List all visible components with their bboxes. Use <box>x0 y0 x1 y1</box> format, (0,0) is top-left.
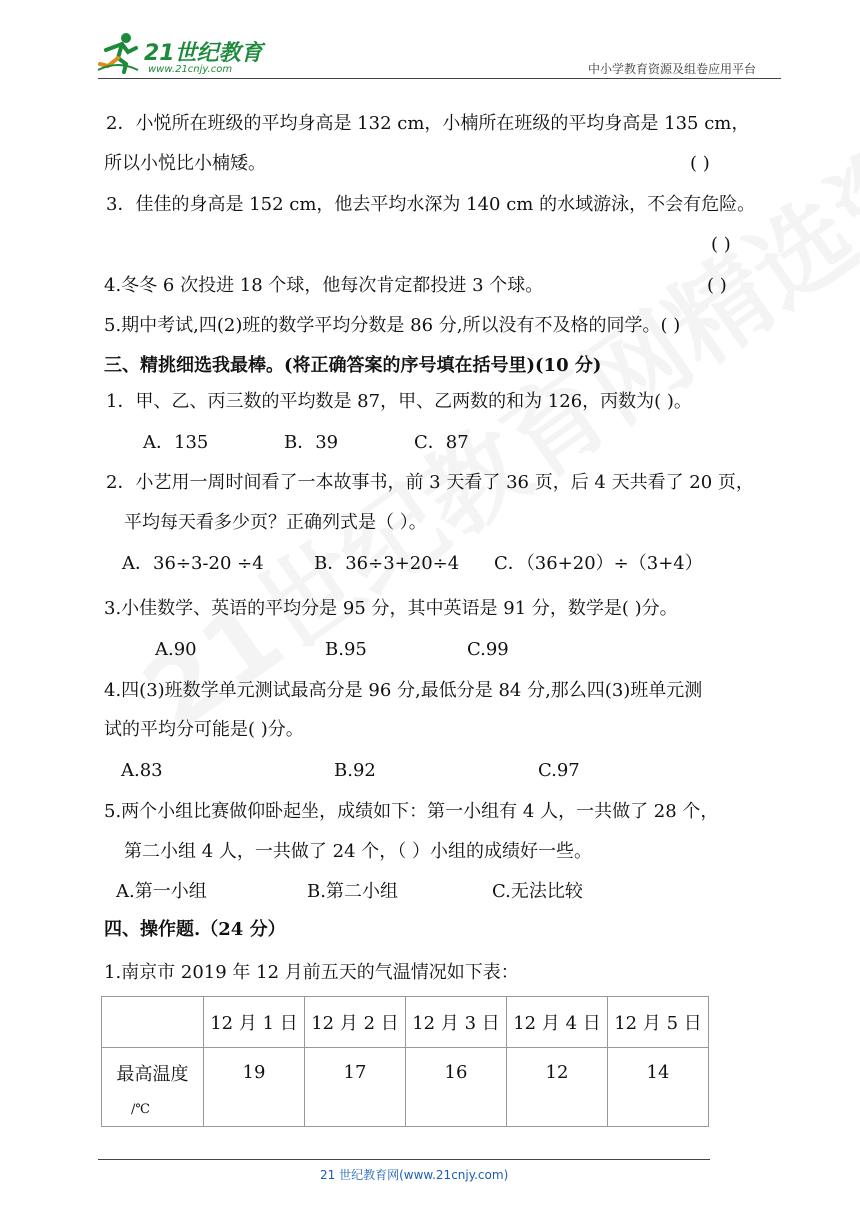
table-cell: 14 <box>608 1048 709 1127</box>
table-row <box>102 1048 709 1127</box>
table-header-cell: 12 月 2 日 <box>305 997 406 1048</box>
table-cell: 16 <box>406 1048 507 1127</box>
judge-q3-bracket: ( ) <box>711 234 731 255</box>
table-row-label-cell <box>102 1048 204 1127</box>
footer-link[interactable]: 21 世纪教育网(www.21cnjy.com) <box>320 1168 509 1182</box>
s3-q2-line1: 2．小艺用一周时间看了一本故事书，前 3 天看了 36 页，后 4 天共看了 20 页， <box>106 472 754 493</box>
table-row-unit: /℃ <box>131 1102 150 1117</box>
s3-q2-option-b: B．36÷3+20÷4 <box>314 553 460 574</box>
logo-text: 21世纪教育 <box>144 41 263 66</box>
table-header-cell: 12 月 5 日 <box>608 997 709 1048</box>
logo <box>96 30 266 76</box>
s3-q1-option-a: A．135 <box>143 432 209 453</box>
judge-q2-line2: 所以小悦比小楠矮。 <box>104 153 266 174</box>
s3-q1-option-c: C．87 <box>414 432 469 453</box>
temperature-table <box>101 996 709 1127</box>
table-header-cell: 12 月 3 日 <box>406 997 507 1048</box>
s3-q4-option-b: B.92 <box>334 760 376 781</box>
table-row-label: 最高温度 <box>116 1064 189 1085</box>
judge-q4-bracket: ( ) <box>707 275 727 296</box>
s3-q2-line2: 平均每天看多少页？正确列式是（ ）。 <box>124 512 427 533</box>
s3-q5-line2: 第二小组 4 人，一共做了 24 个，（ ）小组的成绩好一些。 <box>124 841 592 862</box>
s3-q3-option-a: A.90 <box>155 639 197 660</box>
s3-q3: 3.小佳数学、英语的平均分是 95 分，其中英语是 91 分，数学是( )分。 <box>104 598 678 619</box>
table-cell: 19 <box>204 1048 305 1127</box>
logo-url: www.21cnjy.com <box>148 64 233 75</box>
s3-q4-line1: 4.四(3)班数学单元测试最高分是 96 分,最低分是 84 分,那么四(3)班单元测 <box>104 680 703 701</box>
footer-divider <box>98 1159 710 1160</box>
s3-q5-option-a: A.第一小组 <box>116 881 207 902</box>
platform-name: 中小学教育资源及组卷应用平台 <box>588 62 757 76</box>
table-cell: 17 <box>305 1048 406 1127</box>
s3-q2-option-c: C．（36+20）÷（3+4） <box>494 553 703 574</box>
table-cell: 12 <box>507 1048 608 1127</box>
s4-q1: 1.南京市 2019 年 12 月前五天的气温情况如下表： <box>104 962 519 983</box>
runner-logo-icon <box>96 30 140 74</box>
section4-title: 四、操作题.（24 分） <box>104 919 286 940</box>
s3-q1: 1．甲、乙、丙三数的平均数是 87，甲、乙两数的和为 126，丙数为( )。 <box>106 391 692 412</box>
table-corner-cell <box>102 997 204 1048</box>
judge-q5: 5.期中考试,四(2)班的数学平均分数是 86 分,所以没有不及格的同学。( ) <box>104 315 681 336</box>
table-header-row <box>102 997 709 1048</box>
s3-q4-option-a: A.83 <box>121 760 163 781</box>
s3-q3-option-b: B.95 <box>325 639 367 660</box>
table-header-cell: 12 月 1 日 <box>204 997 305 1048</box>
s3-q4-option-c: C.97 <box>538 760 580 781</box>
table-header-cell: 12 月 4 日 <box>507 997 608 1048</box>
judge-q4: 4.冬冬 6 次投进 18 个球，他每次肯定都投进 3 个球。 <box>104 275 544 296</box>
judge-q2-line1: 2．小悦所在班级的平均身高是 132 cm，小楠所在班级的平均身高是 135 cm， <box>106 113 750 134</box>
s3-q3-option-c: C.99 <box>467 639 509 660</box>
s3-q5-line1: 5.两个小组比赛做仰卧起坐，成绩如下：第一小组有 4 人，一共做了 28 个， <box>104 801 719 822</box>
judge-q3-line1: 3．佳佳的身高是 152 cm，他去平均水深为 140 cm 的水域游泳，不会有危险。 <box>106 194 756 215</box>
s3-q4-line2: 试的平均分可能是( )分。 <box>104 719 304 740</box>
s3-q5-option-b: B.第二小组 <box>307 881 398 902</box>
section3-title: 三、精挑细选我最棒。(将正确答案的序号填在括号里)(10 分) <box>104 355 602 376</box>
header-divider <box>98 78 781 79</box>
s3-q1-option-b: B．39 <box>284 432 339 453</box>
judge-q2-bracket: ( ) <box>690 153 710 174</box>
s3-q2-option-a: A．36÷3-20 ÷4 <box>122 553 264 574</box>
s3-q5-option-c: C.无法比较 <box>492 881 583 902</box>
